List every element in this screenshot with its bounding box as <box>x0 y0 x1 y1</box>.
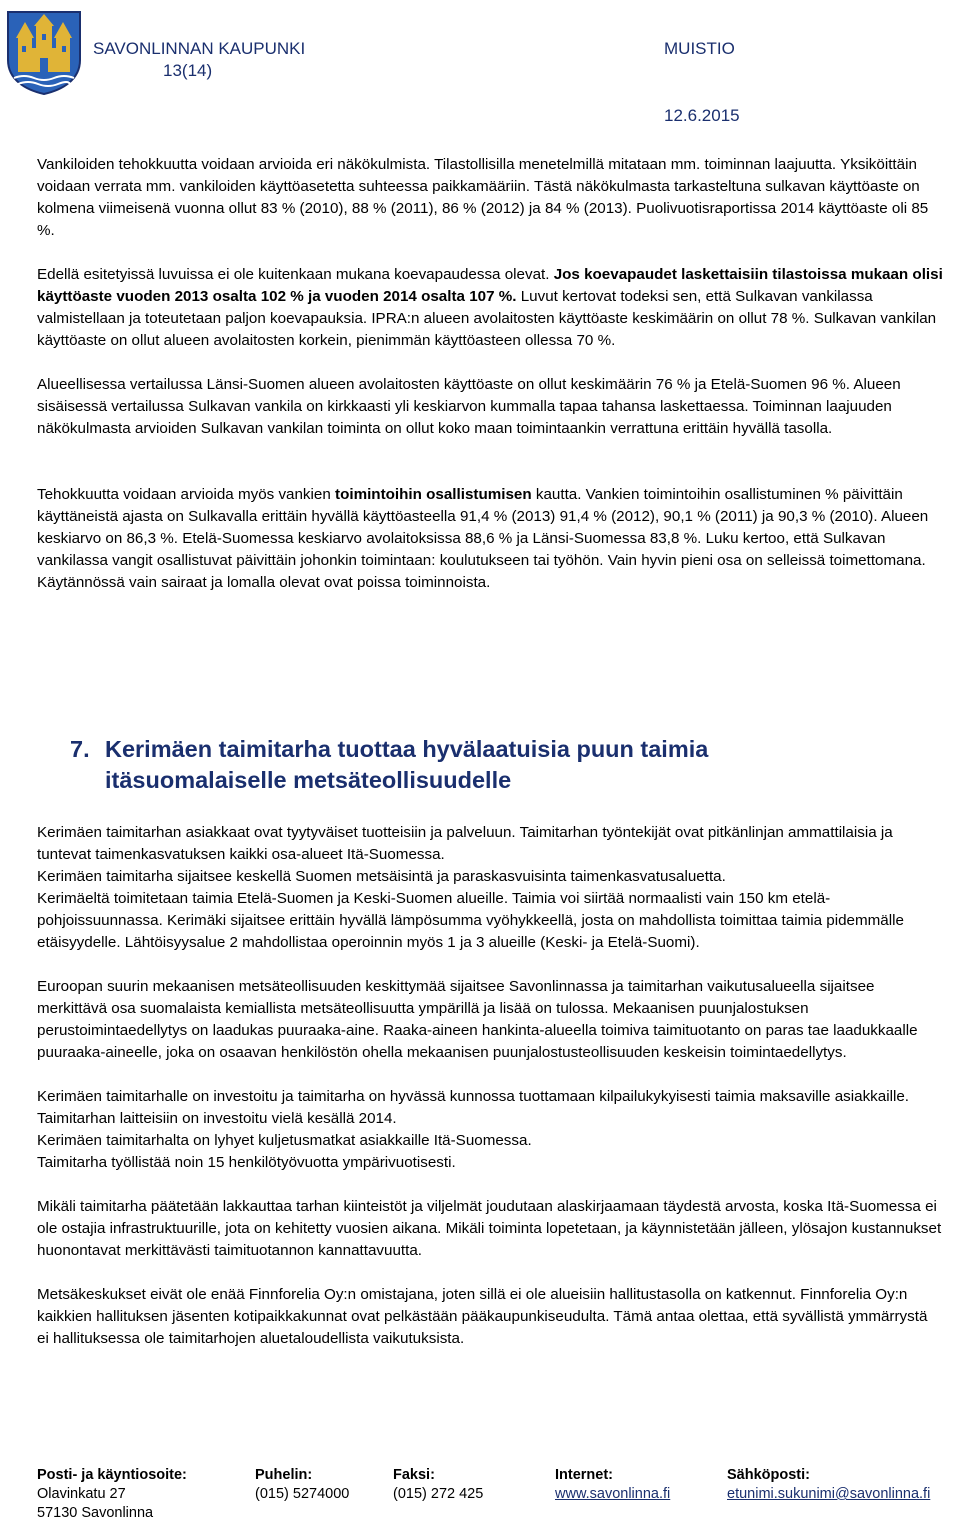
footer-address-line: Olavinkatu 27 <box>37 1486 126 1502</box>
email-link[interactable]: etunimi.sukunimi@savonlinna.fi <box>727 1486 931 1502</box>
paragraph-line: Kerimäen taimitarhan asiakkaat ovat tyytyväiset tuotteisiin ja palveluun. Taimitarhan työntekijät ovat pitkänlinjan ammattilaisia ja tuntevat taimenkasvatuksen kaikki osa-alueet Itä-Suomessa. <box>37 824 893 863</box>
section-title: Kerimäen taimitarha tuottaa hyvälaatuisia puun taimia itäsuomalaiselle metsäteollisuudelle <box>105 736 709 793</box>
paragraph-text: Edellä esitetyissä luvuissa ei ole kuitenkaan mukana koevapaudessa olevat. <box>37 266 554 283</box>
footer-fax-value: (015) 272 425 <box>393 1486 484 1502</box>
footer-address-line: 57130 Savonlinna <box>37 1505 154 1521</box>
paragraph <box>37 264 943 352</box>
page-number: 13(14) <box>163 61 213 80</box>
organization-name: SAVONLINNAN KAUPUNKI <box>93 39 306 58</box>
document-date: 12.6.2015 <box>664 106 740 125</box>
footer-fax-label: Faksi: <box>393 1467 435 1483</box>
paragraph <box>37 1086 943 1174</box>
paragraph-line: Taimitarha työllistää noin 15 henkilötyövuotta ympärivuotisesti. <box>37 1154 456 1171</box>
document-type: MUISTIO <box>664 39 735 58</box>
paragraph-bold-text: Jos koevapaudet laskettaisiin tilastoissa mukaan olisi käyttöaste vuoden 2013 osalta 102 % ja vuoden 2014 osalta 107 %. <box>37 266 943 305</box>
footer-phone-value: (015) 5274000 <box>255 1486 350 1502</box>
footer-fax <box>393 1466 483 1504</box>
paragraph <box>37 822 943 954</box>
paragraph-line: Kerimäen taimitarha sijaitsee keskellä Suomen metsäisintä ja paraskasvuisinta taimenkasvatusaluetta. <box>37 868 726 885</box>
footer-phone <box>255 1466 349 1504</box>
footer-email <box>727 1466 930 1504</box>
footer-address-label: Posti- ja käyntiosoite: <box>37 1467 187 1483</box>
paragraph-line: Kerimäeltä toimitetaan taimia Etelä-Suomen ja Keski-Suomen alueille. Taimia voi siirtää normaalisti vain 150 km etelä-pohjoissuunnassa. Kerimäki sijaitsee erittäin hyvällä lämpösumma vyöhykkeellä, josta on mahdollista toimittaa taimia pidemmälle etäisyydelle. Lähtöisyysalue 2 mahdollistaa operoinnin myös 1 ja 3 alueille (Keski- ja Etelä-Suomi). <box>37 890 904 951</box>
paragraph-text: Tehokkuutta voidaan arvioida myös vankien <box>37 486 336 503</box>
footer-email-label: Sähköposti: <box>727 1467 810 1483</box>
city-crest-icon <box>4 8 84 96</box>
paragraph: Alueellisessa vertailussa Länsi-Suomen alueen avolaitosten käyttöaste on ollut keskimäärin 76 % ja Etelä-Suomen 96 %. Alueen sisäisessä vertailussa Sulkavan vankila on kirkkaasti yli keskiarvon kummalla tapaa tahansa laskettaessa. Toiminnan laajuuden näkökulmasta arvioiden Sulkavan vankilan toiminta on ollut koko maan toimintaankin verrattuna erittäin hyvällä tasolla. <box>37 376 901 437</box>
paragraph: Metsäkeskukset eivät ole enää Finnforelia Oy:n omistajana, joten sillä ei ole alueisiin hallitustasolla on katkennut. Finnforelia Oy:n kaikkien hallituksen jäsenten kotipaikkakunnat ovat pelkästään pääkaupunkiseudulta. Tämä antaa olettaa, että syvällistä ymmärrystä ei hallituksessa ole taimitarhojen aluetaloudellista vaikutuksista. <box>37 1286 928 1347</box>
footer-address <box>37 1466 187 1523</box>
paragraph: Euroopan suurin mekaanisen metsäteollisuuden keskittymää sijaitsee Savonlinnassa ja taimitarhan vaikutusalueella sijaitsee merkittävä osa suomalaista kemiallista metsäteollisuutta ympärillä ja lisää on tulossa. Mekaanisen puunjalostuksen perustoimintaedellytys on laadukas puuraaka-aine. Raaka-aineen hankinta-alueella toimiva taimituotanto on paras tae laadukkaalle puuraaka-aineelle, joka on osaavan henkilöstön ohella mekaanisen puunjalostusteollisuuden keskeisin toimintaedellytys. <box>37 978 918 1061</box>
section-number: 7. <box>70 736 90 762</box>
paragraph-text: Luvut kertovat todeksi sen, että Sulkavan vankilassa valmistellaan ja toteutetaan paljon koevapauksia. IPRA:n alueen avolaitosten käyttöaste keskimäärin on ollut 78 %. Sulkavan vankilan käyttöaste on ollut alueen avolaitosten korkein, pienimmän käyttöasteen ollessa 70 %. <box>37 288 937 349</box>
paragraph <box>37 484 943 594</box>
document-body <box>37 154 943 616</box>
paragraph-text: kautta. Vankien toimintoihin osallistuminen % päivittäin käyttäneistä ajasta on Sulkavalla erittäin hyvällä käyttöasteella 91,4 % (2013) 91,4 % (2012), 90,1 % (2011) ja 90,3 % (2010). Alueen keskiarvo on 86,3 %. Etelä-Suomessa keskiarvo avolaitoksissa 88,6 % ja Länsi-Suomessa 83,8 %. Luku kertoo, että Sulkavan vankilassa vangit osallistuvat päivittäin johonkin toimintaan: koulutukseen tai työhön. Vain hyvin pieni osa on selleissä toimettomana. Käytännössä vain sairaat ja lomalla olevat ovat poissa toiminnoista. <box>37 486 929 591</box>
paragraph-bold-text: toimintoihin osallistumisen <box>335 486 532 503</box>
footer-internet <box>555 1466 670 1504</box>
paragraph-line: Kerimäen taimitarhalta on lyhyet kuljetusmatkat asiakkaille Itä-Suomessa. <box>37 1132 532 1149</box>
website-link[interactable]: www.savonlinna.fi <box>555 1486 671 1502</box>
paragraph: Vankiloiden tehokkuutta voidaan arvioida eri näkökulmista. Tilastollisilla menetelmillä mitataan mm. toiminnan laajuutta. Yksiköittäin voidaan verrata mm. vankiloiden käyttöasetetta suhteessa paikkamääriin. Tästä näkökulmasta tarkasteltuna sulkavan käyttöaste on kolmena viimeisenä vuonna ollut 83 % (2010), 88 % (2011), 86 % (2012) ja 84 % (2013). Puolivuotisraportissa 2014 käyttöaste oli 85 %. <box>37 156 929 239</box>
footer-phone-label: Puhelin: <box>255 1467 313 1483</box>
paragraph: Mikäli taimitarha päätetään lakkauttaa tarhan kiinteistöt ja viljelmät joudutaan alaskirjaamaan täydestä arvosta, koska Itä-Suomessa ei ole ostajia infrastruktuurille, jota on kehitetty vuosien aikana. Mikäli toiminta lopetetaan, ja käynnistetään jälleen, ylösajon kustannukset huonontavat merkittävästi taimituotannon kannattavuutta. <box>37 1198 942 1259</box>
footer-internet-label: Internet: <box>555 1467 613 1483</box>
paragraph-line: Kerimäen taimitarhalle on investoitu ja taimitarha on hyvässä kunnossa tuottamaan kilpailukykyisesti taimia maksaville asiakkaille. Taimitarhan laitteisiin on investoitu vielä kesällä 2014. <box>37 1088 909 1127</box>
section-body <box>37 822 943 1372</box>
